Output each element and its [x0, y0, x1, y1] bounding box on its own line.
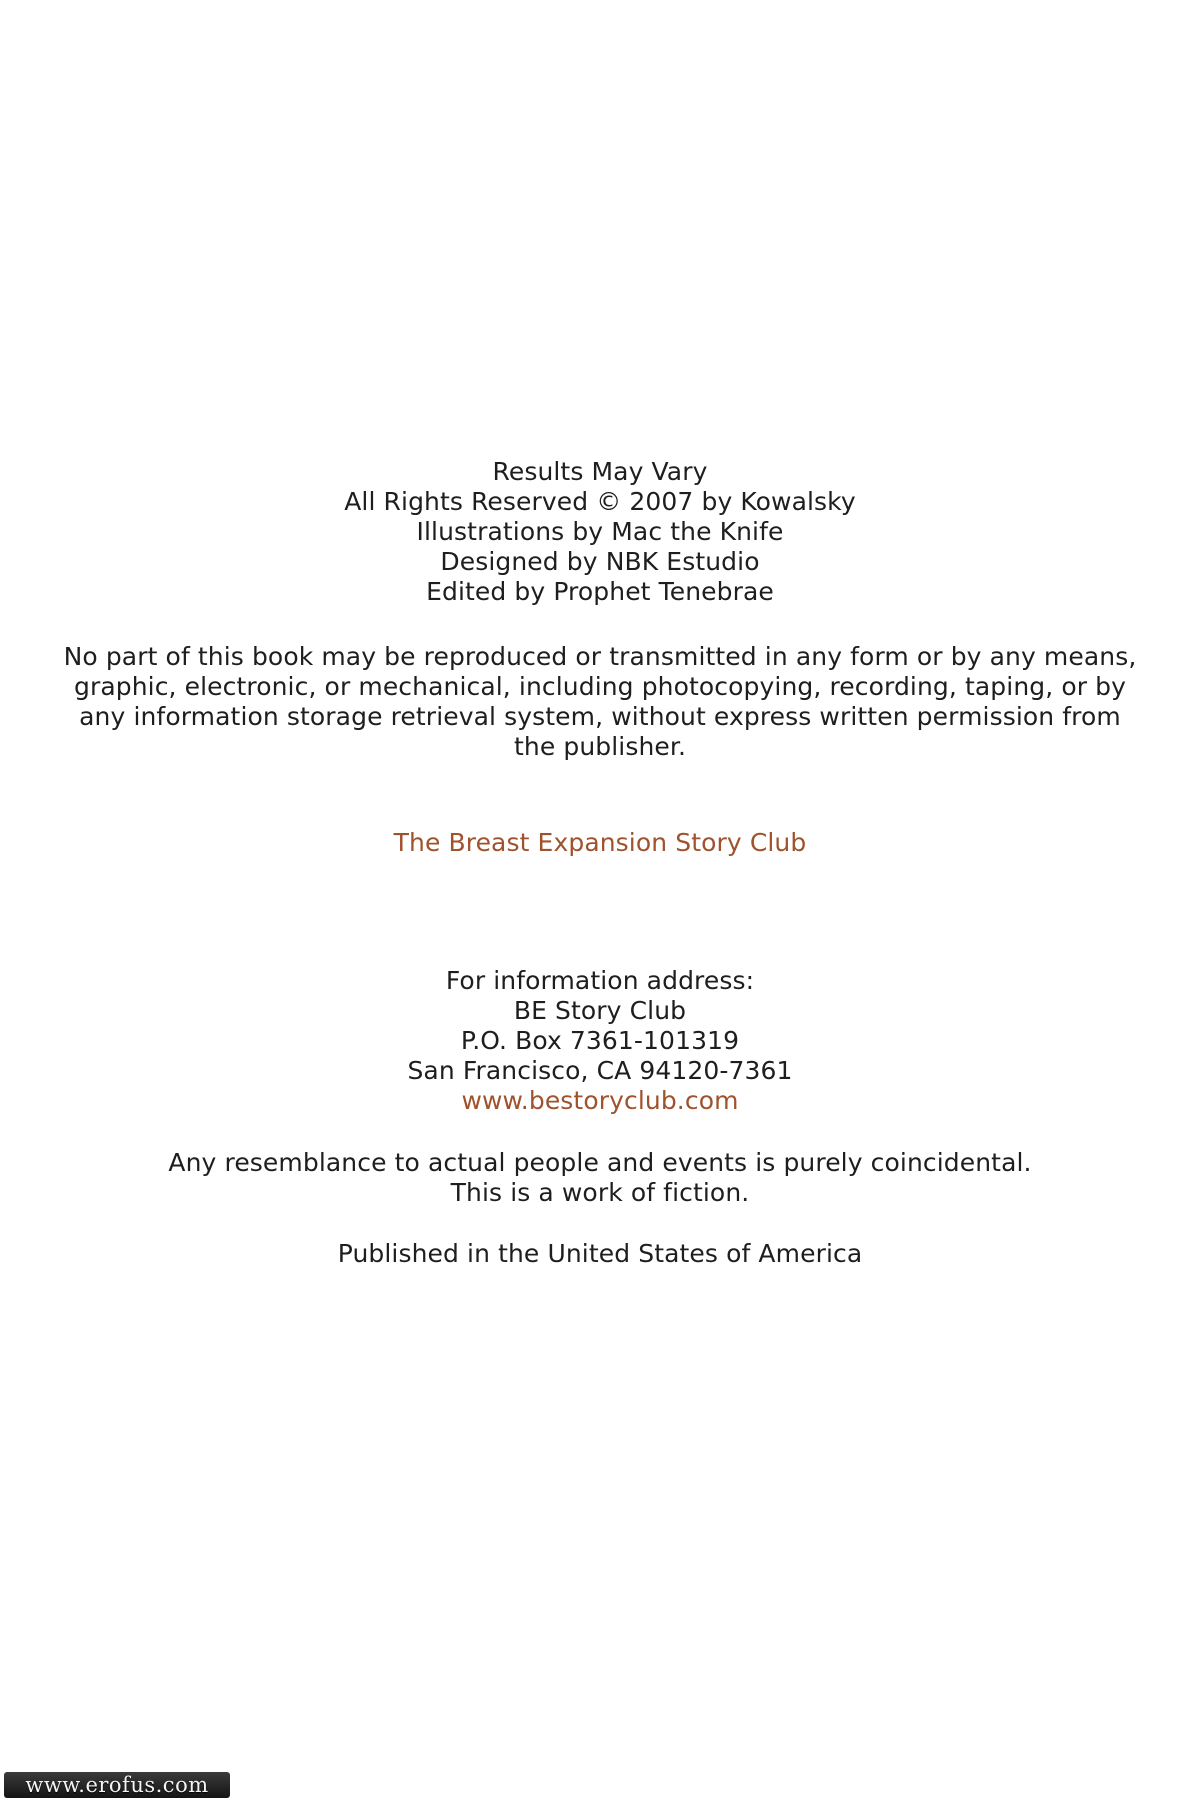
publication-note-text: Published in the United States of America: [337, 1239, 863, 1268]
fiction-disclaimer: [0, 1148, 1200, 1208]
legal-notice: [60, 642, 1140, 762]
disclaimer-line: This is a work of fiction.: [450, 1178, 750, 1207]
legal-notice-line: graphic, electronic, or mechanical, including photocopying, recording, taping, or by: [73, 672, 1127, 701]
address-po-box: P.O. Box 7361-101319: [460, 1026, 740, 1055]
address-heading: For information address:: [445, 966, 755, 995]
legal-notice-line: No part of this book may be reproduced or transmitted in any form or by any means,: [63, 642, 1137, 671]
address-city: San Francisco, CA 94120-7361: [407, 1056, 793, 1085]
legal-notice-line: any information storage retrieval system, without express written permission from: [79, 702, 1121, 731]
legal-notice-line: the publisher.: [513, 732, 687, 761]
watermark-badge: www.erofus.com: [4, 1772, 230, 1798]
copyright-line: All Rights Reserved © 2007 by Kowalsky: [344, 487, 856, 516]
editor-credit: Edited by Prophet Tenebrae: [426, 577, 774, 606]
disclaimer-line: Any resemblance to actual people and events is purely coincidental.: [168, 1148, 1032, 1177]
credits-block: [0, 457, 1200, 607]
club-name-text: The Breast Expansion Story Club: [393, 828, 807, 857]
website-link[interactable]: www.bestoryclub.com: [461, 1086, 739, 1115]
book-title: Results May Vary: [492, 457, 708, 486]
publication-note: [0, 1239, 1200, 1269]
design-credit: Designed by NBK Estudio: [440, 547, 760, 576]
illustrations-credit: Illustrations by Mac the Knife: [416, 517, 784, 546]
club-name: [0, 828, 1200, 858]
address-organization: BE Story Club: [513, 996, 687, 1025]
contact-address: [0, 966, 1200, 1116]
